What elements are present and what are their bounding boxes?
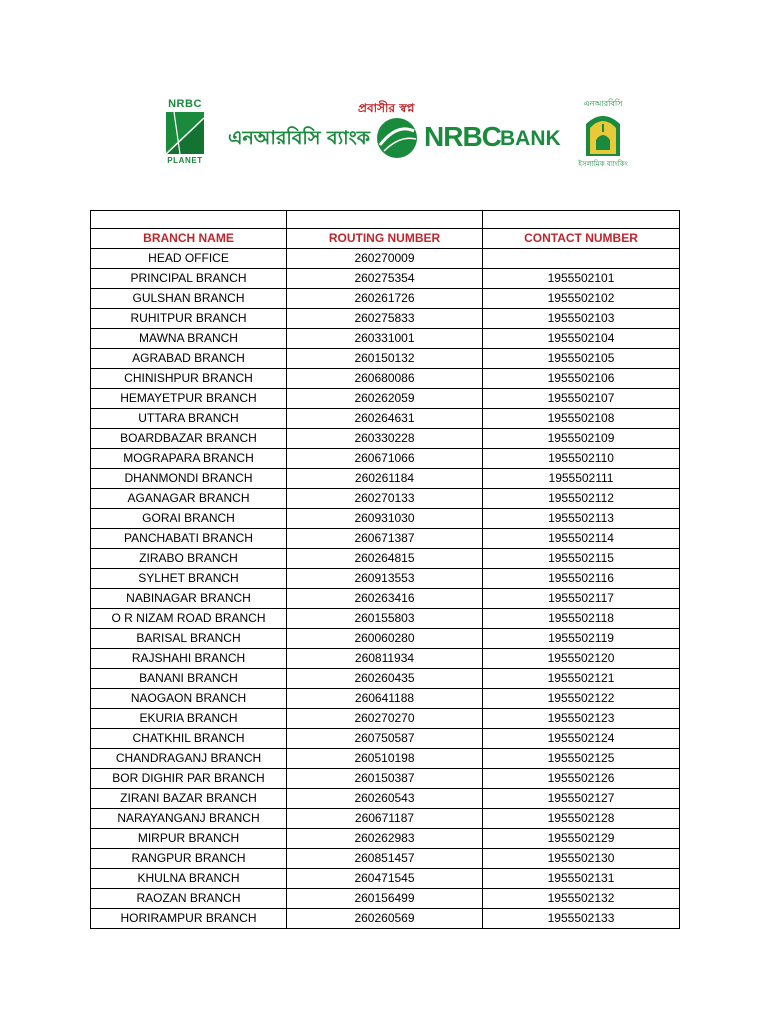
table-row — [91, 469, 680, 489]
contact-number-cell: 1955502123 — [483, 709, 680, 729]
routing-number-cell: 260156499 — [287, 889, 483, 909]
table-row — [91, 289, 680, 309]
branch-name-cell: RAOZAN BRANCH — [91, 889, 287, 909]
contact-number-cell: 1955502133 — [483, 909, 680, 929]
contact-number-cell: 1955502117 — [483, 589, 680, 609]
routing-number-cell: 260510198 — [287, 749, 483, 769]
planet-logo-top-text: NRBC — [168, 98, 202, 110]
table-row — [91, 729, 680, 749]
table-row — [91, 809, 680, 829]
mosque-emblem-icon — [584, 110, 622, 156]
contact-number-cell: 1955502107 — [483, 389, 680, 409]
document-header — [0, 90, 768, 170]
contact-number-cell: 1955502112 — [483, 489, 680, 509]
bank-name-suffix: BANK — [500, 127, 561, 150]
branch-name-cell: HEAD OFFICE — [91, 249, 287, 269]
branch-name-cell: HEMAYETPUR BRANCH — [91, 389, 287, 409]
routing-number-cell: 260641188 — [287, 689, 483, 709]
islamic-logo-bottom-text: ইসলামিক ব্যাংকিং — [578, 160, 628, 168]
branch-name-cell: BOR DIGHIR PAR BRANCH — [91, 769, 287, 789]
branch-name-cell: GULSHAN BRANCH — [91, 289, 287, 309]
table-row — [91, 389, 680, 409]
routing-number-cell: 260155803 — [287, 609, 483, 629]
table-row — [91, 789, 680, 809]
table-row — [91, 449, 680, 469]
branch-name-cell: CHATKHIL BRANCH — [91, 729, 287, 749]
branch-name-cell: BOARDBAZAR BRANCH — [91, 429, 287, 449]
contact-number-cell: 1955502101 — [483, 269, 680, 289]
contact-number-cell: 1955502108 — [483, 409, 680, 429]
bank-name-short: NRBC — [424, 121, 501, 152]
branch-name-cell: MAWNA BRANCH — [91, 329, 287, 349]
islamic-logo-top-text: এনআরবিসি — [583, 99, 623, 108]
branch-name-cell: EKURIA BRANCH — [91, 709, 287, 729]
table-row — [91, 529, 680, 549]
routing-number-cell: 260264815 — [287, 549, 483, 569]
table-cell — [287, 211, 483, 229]
routing-number-cell: 260913553 — [287, 569, 483, 589]
contact-number-cell: 1955502118 — [483, 609, 680, 629]
routing-number-cell: 260261726 — [287, 289, 483, 309]
contact-number-cell: 1955502122 — [483, 689, 680, 709]
contact-number-cell: 1955502126 — [483, 769, 680, 789]
branch-name-cell: DHANMONDI BRANCH — [91, 469, 287, 489]
table-row — [91, 549, 680, 569]
table-row — [91, 489, 680, 509]
routing-number-cell: 260671187 — [287, 809, 483, 829]
routing-number-cell: 260262983 — [287, 829, 483, 849]
branch-name-cell: RAJSHAHI BRANCH — [91, 649, 287, 669]
contact-number-cell: 1955502103 — [483, 309, 680, 329]
routing-number-cell: 260851457 — [287, 849, 483, 869]
contact-number-cell: 1955502121 — [483, 669, 680, 689]
table-row — [91, 609, 680, 629]
branch-name-cell: AGANAGAR BRANCH — [91, 489, 287, 509]
table-cell — [483, 211, 680, 229]
contact-number-cell: 1955502116 — [483, 569, 680, 589]
table-row — [91, 569, 680, 589]
branch-name-cell: PANCHABATI BRANCH — [91, 529, 287, 549]
branch-name-cell: RUHITPUR BRANCH — [91, 309, 287, 329]
branch-name-cell: GORAI BRANCH — [91, 509, 287, 529]
routing-number-cell: 260150387 — [287, 769, 483, 789]
table-row — [91, 909, 680, 929]
column-header-branch-name: BRANCH NAME — [91, 229, 287, 249]
routing-number-cell: 260261184 — [287, 469, 483, 489]
contact-number-cell: 1955502128 — [483, 809, 680, 829]
contact-number-cell: 1955502119 — [483, 629, 680, 649]
table-row — [91, 349, 680, 369]
branch-routing-table — [90, 210, 680, 929]
nrbc-bank-logo — [228, 100, 564, 164]
table-row — [91, 689, 680, 709]
branch-name-cell: CHANDRAGANJ BRANCH — [91, 749, 287, 769]
table-row — [91, 869, 680, 889]
planet-emblem-icon — [166, 112, 204, 154]
contact-number-cell: 1955502105 — [483, 349, 680, 369]
contact-number-cell: 1955502109 — [483, 429, 680, 449]
branch-name-cell: BANANI BRANCH — [91, 669, 287, 689]
table-blank-row — [91, 211, 680, 229]
planet-logo-bottom-text: PLANET — [167, 156, 203, 165]
routing-number-cell: 260671066 — [287, 449, 483, 469]
routing-number-cell: 260811934 — [287, 649, 483, 669]
routing-number-cell: 260264631 — [287, 409, 483, 429]
table-row — [91, 269, 680, 289]
table-row — [91, 429, 680, 449]
table-row — [91, 509, 680, 529]
contact-number-cell: 1955502130 — [483, 849, 680, 869]
routing-number-cell: 260331001 — [287, 329, 483, 349]
branch-name-cell: PRINCIPAL BRANCH — [91, 269, 287, 289]
table-row — [91, 749, 680, 769]
branch-name-cell: SYLHET BRANCH — [91, 569, 287, 589]
table-row — [91, 669, 680, 689]
table-row — [91, 629, 680, 649]
routing-number-cell: 260263416 — [287, 589, 483, 609]
routing-number-cell: 260260543 — [287, 789, 483, 809]
routing-number-cell: 260750587 — [287, 729, 483, 749]
branch-name-cell: NABINAGAR BRANCH — [91, 589, 287, 609]
contact-number-cell: 1955502104 — [483, 329, 680, 349]
table-row — [91, 849, 680, 869]
contact-number-cell: 1955502120 — [483, 649, 680, 669]
contact-number-cell: 1955502127 — [483, 789, 680, 809]
routing-number-cell: 260275354 — [287, 269, 483, 289]
table-row — [91, 309, 680, 329]
table-row — [91, 769, 680, 789]
column-header-routing-number: ROUTING NUMBER — [287, 229, 483, 249]
contact-number-cell: 1955502114 — [483, 529, 680, 549]
branch-name-cell: NAOGAON BRANCH — [91, 689, 287, 709]
table-row — [91, 649, 680, 669]
table-header-row — [91, 229, 680, 249]
branch-name-cell: ZIRABO BRANCH — [91, 549, 287, 569]
branch-name-cell: CHINISHPUR BRANCH — [91, 369, 287, 389]
contact-number-cell: 1955502125 — [483, 749, 680, 769]
branch-name-cell: HORIRAMPUR BRANCH — [91, 909, 287, 929]
branch-name-cell: MOGRAPARA BRANCH — [91, 449, 287, 469]
routing-number-cell: 260931030 — [287, 509, 483, 529]
routing-number-cell: 260330228 — [287, 429, 483, 449]
branch-name-cell: NARAYANGANJ BRANCH — [91, 809, 287, 829]
contact-number-cell: 1955502131 — [483, 869, 680, 889]
table-row — [91, 409, 680, 429]
table-row — [91, 589, 680, 609]
routing-number-cell: 260270009 — [287, 249, 483, 269]
contact-number-cell: 1955502102 — [483, 289, 680, 309]
table-cell — [91, 211, 287, 229]
routing-number-cell: 260260569 — [287, 909, 483, 929]
contact-number-cell: 1955502129 — [483, 829, 680, 849]
routing-number-cell: 260471545 — [287, 869, 483, 889]
islamic-banking-logo — [578, 98, 628, 168]
branch-name-cell: O R NIZAM ROAD BRANCH — [91, 609, 287, 629]
table-row — [91, 329, 680, 349]
branch-name-cell: RANGPUR BRANCH — [91, 849, 287, 869]
table-row — [91, 249, 680, 269]
nrbc-planet-logo — [162, 98, 208, 165]
contact-number-cell: 1955502111 — [483, 469, 680, 489]
table-row — [91, 369, 680, 389]
branch-name-cell: BARISAL BRANCH — [91, 629, 287, 649]
contact-number-cell: 1955502124 — [483, 729, 680, 749]
column-header-contact-number: CONTACT NUMBER — [483, 229, 680, 249]
bank-tagline: প্রবাসীর স্বপ্ন — [358, 101, 415, 115]
table-row — [91, 829, 680, 849]
table-row — [91, 889, 680, 909]
bank-name-bengali: এনআরবিসি ব্যাংক — [228, 127, 371, 149]
branch-name-cell: UTTARA BRANCH — [91, 409, 287, 429]
branch-name-cell: AGRABAD BRANCH — [91, 349, 287, 369]
branch-name-cell: KHULNA BRANCH — [91, 869, 287, 889]
routing-number-cell: 260260435 — [287, 669, 483, 689]
routing-number-cell: 260270270 — [287, 709, 483, 729]
routing-number-cell: 260060280 — [287, 629, 483, 649]
table-row — [91, 709, 680, 729]
contact-number-cell: 1955502106 — [483, 369, 680, 389]
contact-number-cell — [483, 249, 680, 269]
routing-number-cell: 260262059 — [287, 389, 483, 409]
contact-number-cell: 1955502113 — [483, 509, 680, 529]
routing-number-cell: 260671387 — [287, 529, 483, 549]
globe-icon — [376, 117, 418, 159]
contact-number-cell: 1955502132 — [483, 889, 680, 909]
contact-number-cell: 1955502115 — [483, 549, 680, 569]
branch-name-cell: ZIRANI BAZAR BRANCH — [91, 789, 287, 809]
routing-number-cell: 260680086 — [287, 369, 483, 389]
routing-number-cell: 260150132 — [287, 349, 483, 369]
contact-number-cell: 1955502110 — [483, 449, 680, 469]
routing-number-cell: 260275833 — [287, 309, 483, 329]
routing-number-cell: 260270133 — [287, 489, 483, 509]
branch-name-cell: MIRPUR BRANCH — [91, 829, 287, 849]
